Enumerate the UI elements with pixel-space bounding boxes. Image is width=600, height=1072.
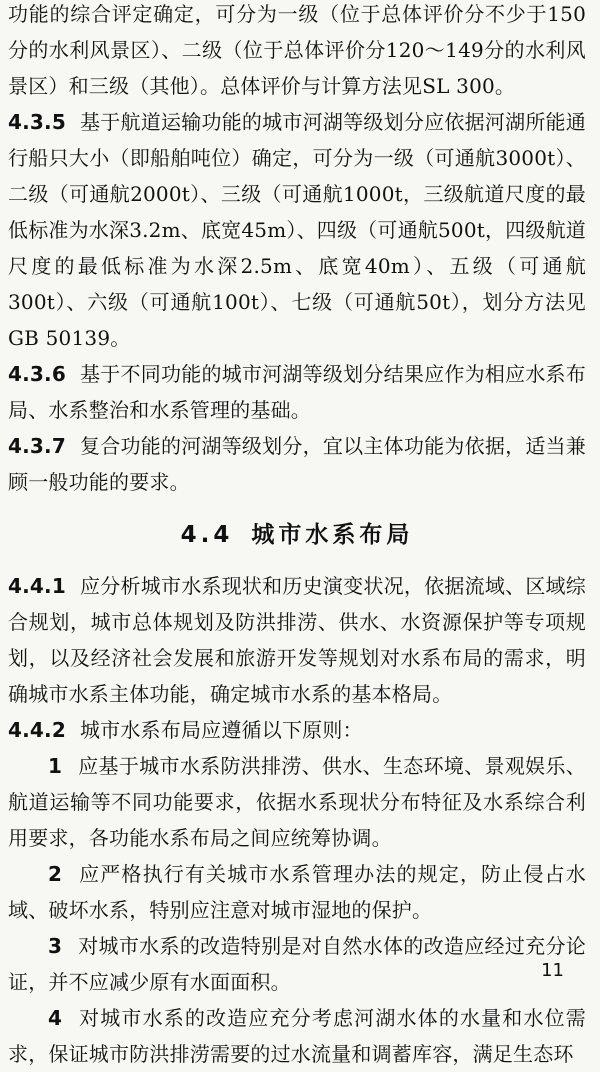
- section-heading: [8, 518, 586, 552]
- section-number: 4.4: [180, 522, 234, 548]
- clause-number: 4.4.1: [8, 574, 66, 598]
- clause-text: 城市水系布局应遵循以下原则：: [79, 718, 363, 742]
- item-text: 对城市水系的改造特别是对自然水体的改造应经过充分论证，并不应减少原有水面面积。: [8, 934, 586, 994]
- clause-4-4-2: [8, 712, 586, 748]
- item-number: 3: [48, 934, 63, 958]
- list-item-2: [8, 856, 586, 928]
- list-item-3: [8, 928, 586, 1000]
- clause-number: 4.3.5: [8, 110, 66, 134]
- clause-number: 4.4.2: [8, 718, 66, 742]
- clause-text: 基于不同功能的城市河湖等级划分结果应作为相应水系布局、水系整治和水系管理的基础。: [8, 362, 586, 422]
- clause-number: 4.3.7: [8, 434, 66, 458]
- clause-4-3-7: [8, 428, 586, 500]
- section-title: 城市水系布局: [251, 522, 414, 548]
- list-item-1: [8, 748, 586, 856]
- clause-text: 基于航道运输功能的城市河湖等级划分应依据河湖所能通行船只大小（即船舶吨位）确定，可分为一级（可通航3000t）、二级（可通航2000t）、三级（可通航1000t，三级航道尺度的最低标准为水深3.2m、底宽45m）、四级（可通航500t，四级航道尺度的最低标准为水深2.5m、底宽40m）、五级（可通航300t）、六级（可通航100t）、七级（可通航50t），划分方法见GB 50139。: [8, 110, 586, 350]
- item-text: 应严格执行有关城市水系管理办法的规定，防止侵占水域、破坏水系，特别应注意对城市湿地的保护。: [8, 862, 586, 922]
- clause-text: 应分析城市水系现状和历史演变状况，依据流域、区域综合规划，城市总体规划及防洪排涝、供水、水资源保护等专项规划，以及经济社会发展和旅游开发等规划对水系布局的需求，明确城市水系主体功能，确定城市水系的基本格局。: [8, 574, 586, 706]
- list-item-4: [8, 1000, 586, 1072]
- item-number: 2: [48, 862, 63, 886]
- clause-4-4-1: [8, 568, 586, 712]
- text-flow: [8, 0, 586, 1072]
- clause-text: 复合功能的河湖等级划分，宜以主体功能为依据，适当兼顾一般功能的要求。: [8, 434, 586, 494]
- item-number: 4: [48, 1006, 63, 1030]
- item-text: 应基于城市水系防洪排涝、供水、生态环境、景观娱乐、航道运输等不同功能要求，依据水系现状分布特征及水系综合利用要求，各功能水系布局之间应统筹协调。: [8, 754, 586, 850]
- item-number: 1: [48, 754, 63, 778]
- clause-4-3-5: [8, 104, 586, 356]
- page-number: 11: [541, 960, 564, 981]
- item-text: 对城市水系的改造应充分考虑河湖水体的水量和水位需求，保证城市防洪排涝需要的过水流量和调蓄库容，满足生态环: [8, 1006, 586, 1066]
- clause-4-3-6: [8, 356, 586, 428]
- intro-paragraph: 功能的综合评定确定，可分为一级（位于总体评价分不少于150分的水利风景区）、二级（位于总体评价分120～149分的水利风景区）和三级（其他）。总体评价与计算方法见SL 300。: [8, 2, 586, 98]
- clause-number: 4.3.6: [8, 362, 66, 386]
